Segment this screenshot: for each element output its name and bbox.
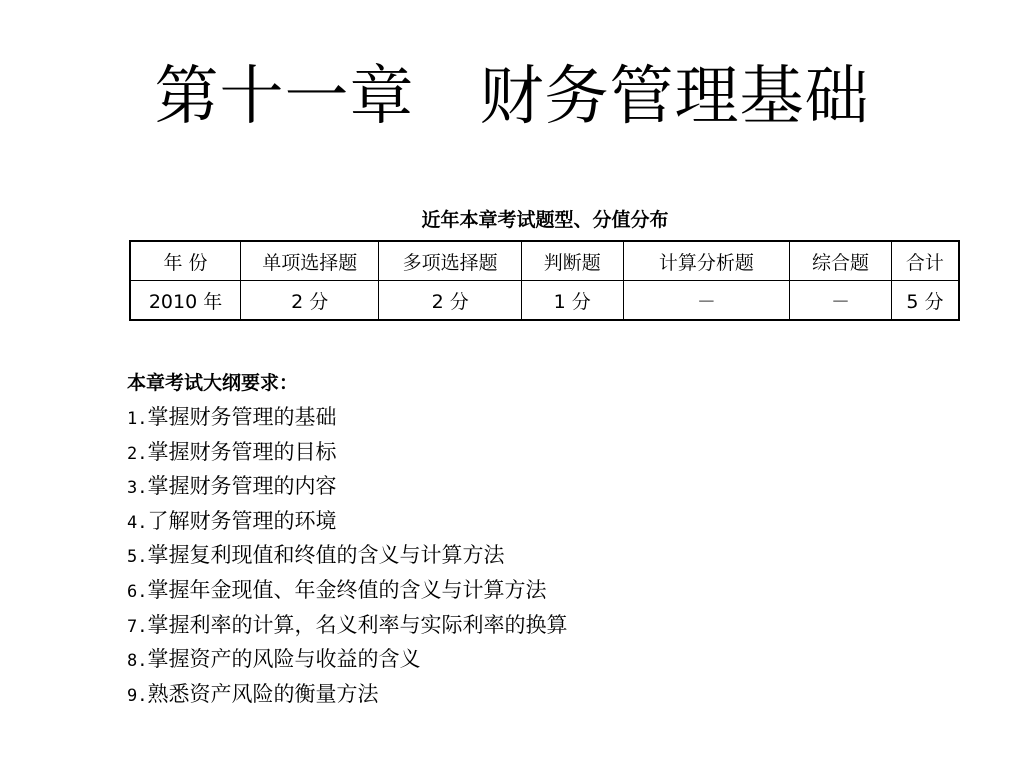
header-total: 合计	[891, 241, 959, 281]
cell-year: 2010 年	[130, 281, 241, 321]
table-row	[130, 281, 959, 321]
item-text: 熟悉资产风险的衡量方法	[147, 681, 379, 706]
header-single-choice: 单项选择题	[241, 241, 379, 281]
list-item	[127, 469, 927, 504]
cell-calculation: －	[623, 281, 790, 321]
header-comprehensive: 综合题	[790, 241, 892, 281]
syllabus-list	[127, 400, 927, 711]
item-number: 9.	[127, 685, 148, 706]
item-text: 了解财务管理的环境	[147, 508, 337, 533]
score-distribution-table	[129, 240, 960, 321]
list-item	[127, 642, 927, 677]
item-number: 5.	[127, 547, 148, 568]
item-number: 2.	[127, 443, 148, 464]
cell-multiple-choice: 2 分	[379, 281, 522, 321]
item-text: 掌握资产的风险与收益的含义	[147, 647, 421, 672]
list-item	[127, 504, 927, 539]
slide-title: 第十一章 财务管理基础	[154, 60, 870, 134]
item-number: 1.	[127, 409, 148, 429]
item-text: 掌握利率的计算，名义利率与实际利率的换算	[147, 612, 568, 637]
item-text: 掌握复利现值和终值的含义与计算方法	[147, 543, 505, 568]
item-number: 3.	[127, 478, 148, 499]
list-item	[127, 573, 927, 608]
header-year: 年 份	[130, 241, 241, 281]
header-true-false: 判断题	[521, 241, 623, 281]
header-multiple-choice: 多项选择题	[379, 241, 522, 281]
table-caption: 近年本章考试题型、分值分布	[421, 209, 669, 231]
cell-comprehensive: －	[790, 281, 892, 321]
item-number: 4.	[127, 512, 148, 533]
cell-true-false: 1 分	[521, 281, 623, 321]
item-number: 8.	[127, 651, 148, 672]
item-text: 掌握财务管理的内容	[147, 474, 337, 499]
syllabus-section	[127, 366, 927, 711]
item-number: 6.	[127, 581, 148, 602]
list-item	[127, 608, 927, 643]
list-item	[127, 538, 927, 573]
cell-total: 5 分	[891, 281, 959, 321]
item-text: 掌握财务管理的基础	[147, 405, 337, 429]
list-item	[127, 400, 927, 435]
cell-single-choice: 2 分	[241, 281, 379, 321]
item-text: 掌握财务管理的目标	[147, 439, 337, 464]
item-number: 7.	[127, 616, 148, 637]
table-header-row	[130, 241, 959, 281]
list-item	[127, 677, 927, 712]
item-text: 掌握年金现值、年金终值的含义与计算方法	[147, 577, 547, 602]
header-calculation: 计算分析题	[623, 241, 790, 281]
list-item	[127, 435, 927, 470]
syllabus-heading: 本章考试大纲要求：	[127, 372, 299, 394]
